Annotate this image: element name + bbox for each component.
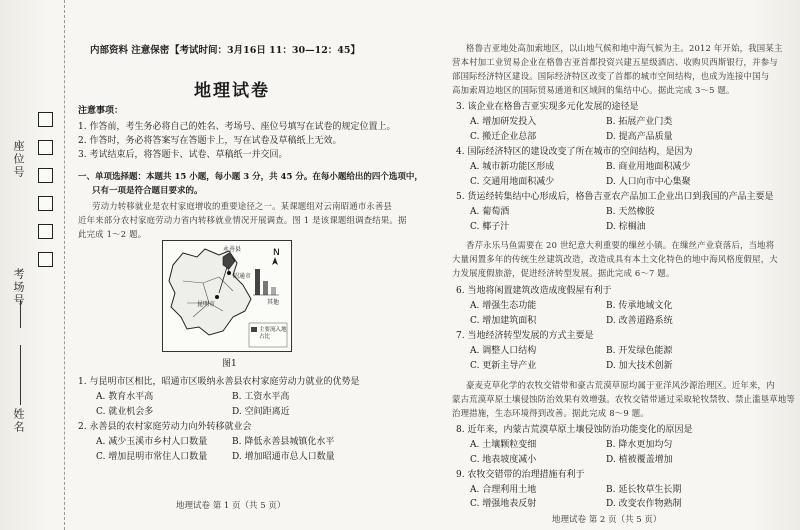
exam-room-box-1[interactable] (38, 196, 53, 211)
seat-box-1[interactable] (38, 112, 53, 127)
q7-option-d[interactable]: D. 加大技术创新 (606, 361, 673, 371)
q5-option-b[interactable]: B. 天然橡胶 (606, 207, 655, 217)
note-3: 3. 考试结束后，将答题卡、试卷、草稿纸一并交回。 (78, 150, 288, 160)
map-legend-text: 主要流入地占比 (259, 327, 287, 340)
passage-1-line-2: 近年来部分农村家庭劳动力省内转移就业情况开展调查。图 1 是该课题组调查结果。据 (78, 215, 407, 225)
q2-stem: 2. 永善县的农村家庭劳动力向外转移就业会 (78, 422, 252, 432)
passage-4-line-2: 蒙古荒漠草原土壤侵蚀防治效果有效增强。农牧交错带通过采取轮牧禁牧、禁止滥垦草地等 (452, 394, 795, 404)
q9-stem: 9. 农牧交错带的治理措施有利于 (456, 470, 585, 480)
passage-4-line-3: 治理措施，生态环境得到改善。据此完成 8～9 题。 (452, 408, 649, 418)
exam-room-underline (20, 300, 21, 328)
passage-2-line-1: 格鲁吉亚地处高加索地区，以山地气候和地中海气候为主。2012 年开始，我国某主 (466, 43, 783, 53)
q7-stem: 7. 当地经济转型发展的方式主要是 (456, 331, 594, 341)
exam-room-box-2[interactable] (38, 224, 53, 239)
exam-room-label: 考场号 (12, 268, 25, 307)
zhaotong-city-marker (227, 271, 231, 275)
page-1-footer: 地理试卷 第 1 页（共 5 页） (176, 501, 286, 511)
q1-option-d[interactable]: D. 空间距离近 (232, 407, 290, 417)
q9-option-b[interactable]: B. 延长牧草生长期 (606, 485, 682, 495)
q2-option-d[interactable]: D. 增加昭通市总人口数量 (232, 452, 335, 462)
bar-kunming (263, 281, 268, 295)
name-label: 姓名 (12, 408, 25, 434)
q4-option-b[interactable]: B. 商业用地面积减少 (606, 162, 691, 172)
map-label-kunming: 昆明市 (197, 301, 216, 308)
binding-strip (0, 0, 70, 530)
bar-zhaotong (255, 269, 260, 295)
map-label-other: 其他 (267, 299, 280, 306)
passage-3-line-1: 香芹永乐马鱼需要在 20 世纪意大利重要的缫丝小镇。在缫丝产业衰落后，当地将 (466, 240, 775, 250)
province-outline (169, 249, 251, 335)
cut-line (64, 0, 65, 530)
passage-2-line-2: 营本村加工业贸易企业在格鲁吉亚首都投资兴建五星级酒店、收购贝西斯银行，并参与 (452, 57, 778, 67)
q8-stem: 8. 近年来，内蒙古荒漠草原土壤侵蚀防治功能变化的原因是 (456, 425, 693, 435)
q1-option-a[interactable]: A. 教育水平高 (96, 392, 154, 402)
q3-option-c[interactable]: C. 搬迁企业总部 (470, 132, 537, 142)
q2-option-b[interactable]: B. 降低永善县城镇化水平 (232, 437, 335, 447)
passage-1-line-3: 此完成 1～2 题。 (78, 229, 147, 239)
north-arrow-icon: N (273, 248, 280, 258)
q5-option-a[interactable]: A. 葡萄酒 (470, 207, 510, 217)
exam-room-box-3[interactable] (38, 252, 53, 267)
q2-option-a[interactable]: A. 减少玉溪市乡村人口数量 (96, 437, 208, 447)
q6-option-c[interactable]: C. 增加建筑面积 (470, 316, 537, 326)
kunming-city-marker (215, 295, 219, 299)
note-1: 1. 作答前，考生务必将自己的姓名、考场号、座位号填写在试卷的规定位置上。 (78, 122, 396, 132)
q6-option-d[interactable]: D. 改善道路系统 (606, 316, 673, 326)
q8-option-d[interactable]: D. 植被覆盖增加 (606, 455, 673, 465)
q1-option-b[interactable]: B. 工资水平高 (232, 392, 290, 402)
passage-1-line-1: 劳动力转移就业是农村家庭增收的重要途径之一。某课题组对云南昭通市永善县 (92, 201, 393, 211)
figure-1-caption: 图1 (222, 359, 237, 369)
q6-option-b[interactable]: B. 传承地域文化 (606, 301, 673, 311)
q7-option-c[interactable]: C. 更新主导产业 (470, 361, 537, 371)
figure-1-map (162, 240, 292, 352)
q3-stem: 3. 该企业在格鲁吉亚实现多元化发展的途径是 (456, 102, 639, 112)
bar-other (271, 287, 276, 295)
q5-stem: 5. 货运经转集结中心形成后，格鲁吉亚农产品加工企业出口到我国的产品主要是 (456, 192, 774, 202)
map-label-yongshan: 永善县 (223, 246, 242, 253)
notes-heading: 注意事项： (78, 106, 124, 116)
q9-option-c[interactable]: C. 增强地表反射 (470, 499, 537, 509)
q4-option-a[interactable]: A. 城市新功能区形成 (470, 162, 555, 172)
q2-option-c[interactable]: C. 增加昆明市常住人口数量 (96, 452, 208, 462)
seat-box-3[interactable] (38, 168, 53, 183)
q3-option-d[interactable]: D. 提高产品质量 (606, 132, 673, 142)
passage-2-line-3: 部国际经济特区建设。国际经济特区改变了首都的城市空间结构，也成为连接中国与 (452, 71, 770, 81)
q8-option-a[interactable]: A. 土壤颗粒变细 (470, 440, 537, 450)
q4-option-c[interactable]: C. 交通用地面积减少 (470, 177, 555, 187)
q6-option-a[interactable]: A. 增强生态功能 (470, 301, 537, 311)
page-title: 地理试卷 (194, 81, 270, 101)
q3-option-b[interactable]: B. 拓展产业门类 (606, 117, 673, 127)
section-heading: 一、单项选择题：本题共 15 小题，每小题 3 分，共 45 分。在每小题给出的四个选项中， (78, 172, 423, 182)
q9-option-d[interactable]: D. 改变农作物熟制 (606, 499, 682, 509)
q7-option-b[interactable]: B. 开发绿色能源 (606, 346, 673, 356)
q7-option-a[interactable]: A. 调整人口结构 (470, 346, 537, 356)
seat-number-label: 座位号 (12, 140, 25, 179)
q8-option-c[interactable]: C. 地表坡度减小 (470, 455, 537, 465)
page-2-footer: 地理试卷 第 2 页（共 5 页） (552, 515, 662, 525)
passage-3-line-2: 大量闲置多年的传统生丝建筑改造，改造成具有本土文化特色的地中海风格度假屋，大 (452, 254, 778, 264)
section-heading-cont: 只有一项是符合题目要求的。 (92, 186, 203, 196)
q1-stem: 1. 与昆明市区相比，昭通市区吸纳永善县农村家庭劳动力就业的优势是 (78, 377, 360, 387)
q9-option-a[interactable]: A. 合理利用土地 (470, 485, 537, 495)
q4-stem: 4. 国际经济特区的建设改变了所在城市的空间结构，是因为 (456, 147, 693, 157)
map-label-zhaotong: 昭通市 (233, 273, 252, 280)
note-2: 2. 作答时，务必将答案写在答题卡上，写在试卷及草稿纸上无效。 (78, 136, 342, 146)
passage-2-line-4: 高加索周边地区的国际贸易通道和区域间的集结中心。据此完成 3～5 题。 (452, 85, 735, 95)
passage-3-line-3: 力发展度假旅游，促进经济转型发展。据此完成 6～7 题。 (452, 268, 675, 278)
name-underline[interactable] (20, 345, 21, 405)
q5-option-c[interactable]: C. 椰子汁 (470, 222, 510, 232)
passage-4-line-1: 豪麦克草化学的农牧交错带和豪古荒漠草原均属于亚洋风沙源治理区。近年来，内 (466, 380, 775, 390)
exam-time: 【考试时间：3月16日 11：30—12：45】 (170, 45, 361, 56)
q4-option-d[interactable]: D. 人口向市中心集聚 (606, 177, 691, 187)
north-arrow-shape (272, 257, 278, 265)
q1-option-c[interactable]: C. 就业机会多 (96, 407, 154, 417)
q6-stem: 6. 当地将闲置建筑改造成度假屋有利于 (456, 286, 612, 296)
q3-option-a[interactable]: A. 增加研发投入 (470, 117, 537, 127)
legend-swatch (251, 327, 257, 332)
seat-box-2[interactable] (38, 140, 53, 155)
q5-option-d[interactable]: D. 棕榈油 (606, 222, 646, 232)
confidential-label: 内部资料 注意保密 (90, 45, 170, 56)
q8-option-b[interactable]: B. 降水更加均匀 (606, 440, 673, 450)
